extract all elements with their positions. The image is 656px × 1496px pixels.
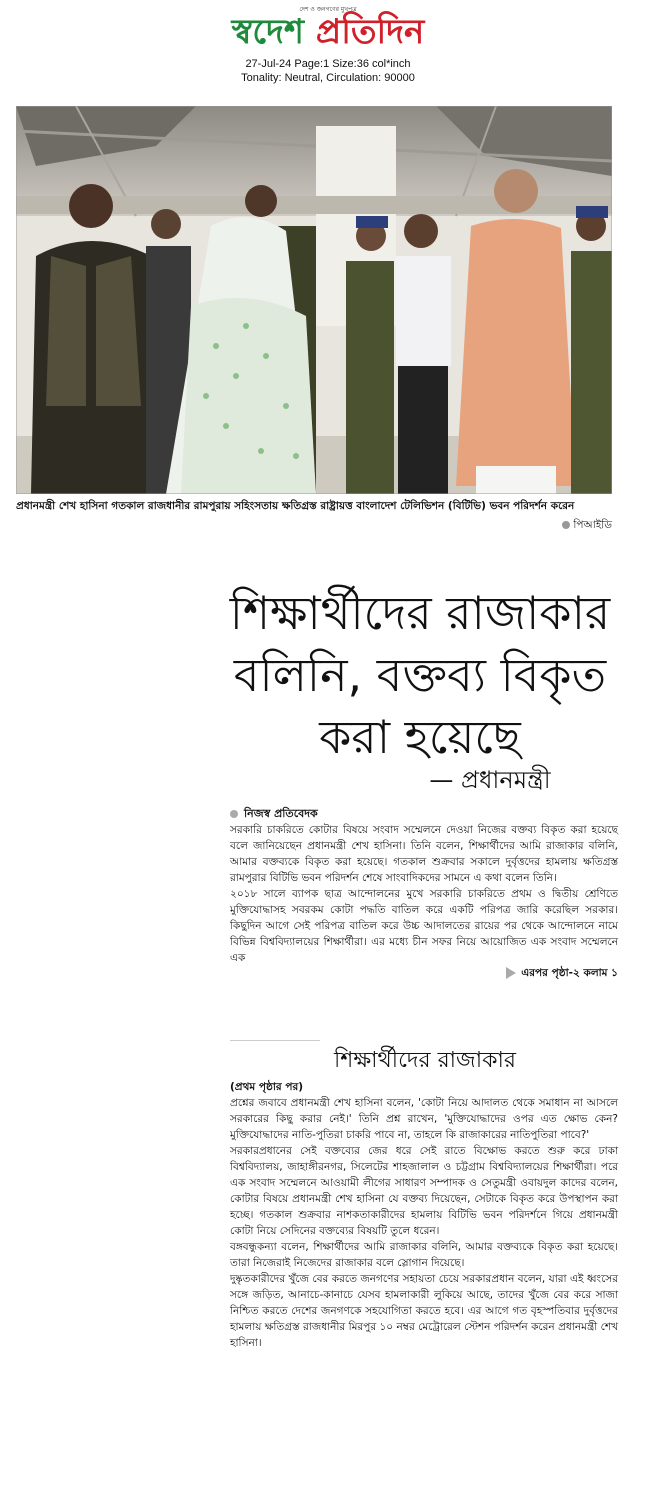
- credit-bullet-icon: [562, 521, 570, 529]
- logo-word-2: প্রতিদিন: [315, 12, 425, 52]
- continuation-title: শিক্ষার্থীদের রাজাকার: [334, 1048, 516, 1073]
- continued-on-line: [470, 966, 618, 980]
- headline-attribution: — প্রধানমন্ত্রী: [429, 766, 551, 794]
- clip-meta-date-page: 27-Jul-24 Page:1 Size:36 col*inch: [245, 58, 411, 70]
- reporter-byline: [230, 807, 620, 821]
- reporter-name: নিজস্ব প্রতিবেদক: [244, 807, 318, 820]
- clip-meta-tonality: Tonality: Neutral, Circulation: 90000: [241, 72, 415, 84]
- continuation-subtitle: (প্রথম পৃষ্ঠার পর): [230, 1081, 304, 1093]
- masthead-tagline: দেশ ও জনগণের মুখপত্র: [299, 6, 357, 13]
- article-paragraph: সরকারি চাকরিতে কোটার বিষয়ে সংবাদ সম্মেলনে দেওয়া নিজের বক্তব্য বিকৃত করা হয়েছে বলে জানিয়েছেন প্রধানমন্ত্রী শেখ হাসিনা। তিনি বলেন, শিক্ষার্থীদের আমি রাজাকার বলিনি, আমার বক্তব্যকে বিকৃত করা হয়েছে। গতকাল শুক্রবার সকালে দুর্বৃত্তদের হামলায় ক্ষতিগ্রস্ত রামপুরার বিটিভি ভবন পরিদর্শন শেষে সাংবাদিকদের সামনে এ কথা বলেন তিনি।: [230, 824, 618, 884]
- continuation-rule: [230, 1040, 320, 1041]
- article-body: [230, 822, 618, 966]
- news-photo-illustration: [16, 106, 612, 494]
- continuation-paragraph: বঙ্গবন্ধুকন্যা বলেন, শিক্ষার্থীদের আমি রাজাকার বলিনি, আমার বক্তব্যকে বিকৃত করা হয়েছে। তারা নিজেরাই নিজেদের রাজাকার বলে স্লোগান দিয়েছে।: [230, 1241, 618, 1269]
- news-photo: [16, 106, 612, 494]
- photo-caption: প্রধানমন্ত্রী শেখ হাসিনা গতকাল রাজধানীর রামপুরায় সহিংসতায় ক্ষতিগ্রস্ত রাষ্ট্রায়ত্ত বাংলাদেশ টেলিভিশন (বিটিভি) ভবন পরিদর্শন করেন: [16, 500, 575, 512]
- photo-credit-text: পিআইডি: [573, 519, 612, 531]
- continuation-paragraph: দুষ্কৃতকারীদের খুঁজে বের করতে জনগণের সহায়তা চেয়ে সরকারপ্রধান বলেন, যারা এই ধ্বংসের সঙ্গে জড়িত, আনাচে-কানাচে যেসব হামলাকারী লুকিয়ে আছে, তাদের খুঁজে বের করে সাজা নিশ্চিত করতে দেশের জনগণকে সহযোগিতা করতে হবে। এর আগে গত বৃহস্পতিবার দুর্বৃত্তদের হামলায় ক্ষতিগ্রস্ত রাজধানীর মিরপুর ১০ নম্বর মেট্রোরেল স্টেশন পরিদর্শন করেন প্রধানমন্ত্রী শেখ হাসিনা।: [230, 1273, 618, 1349]
- logo-word-1: স্বদেশ: [231, 12, 304, 52]
- masthead: [0, 0, 656, 92]
- continued-on-text: এরপর পৃষ্ঠা-২ কলাম ১: [521, 967, 618, 979]
- continuation-body: [230, 1095, 618, 1351]
- continuation-paragraph: প্রশ্নের জবাবে প্রধানমন্ত্রী শেখ হাসিনা বলেন, 'কোটা নিয়ে আদালত থেকে সমাধান না আসলে সরকারের কিছু করার নেই।' তিনি প্রশ্ন রাখেন, 'মুক্তিযোদ্ধাদের ওপর এত ক্ষোভ কেন? মুক্তিযোদ্ধাদের নাতি-পুতিরা চাকরি পাবে না, তাহলে কি রাজাকারের নাতিপুতিরা পাবে?': [230, 1097, 618, 1141]
- newspaper-logo: [0, 10, 656, 54]
- article-headline: শিক্ষার্থীদের রাজাকার বলিনি, বক্তব্য বিকৃত করা হয়েছে: [229, 586, 611, 764]
- photo-credit: [540, 518, 612, 532]
- continuation-paragraph: সরকারপ্রধানের সেই বক্তব্যের জের ধরে সেই রাতে বিক্ষোভ করতে শুরু করে ঢাকা বিশ্ববিদ্যালয়, জাহাঙ্গীরনগর, সিলেটের শাহজালাল ও চট্টগ্রাম বিশ্ববিদ্যালয়ের শিক্ষার্থীরা। পরে এক সংবাদ সম্মেলনে আওয়ামী লীগের সাধারণ সম্পাদক ও সেতুমন্ত্রী ওবায়দুল কাদের বলেন, কোটার বিষয়ে প্রধানমন্ত্রী শেখ হাসিনা যে বক্তব্য দিয়েছেন, সেটাকে বিকৃত করে উপস্থাপন করা হচ্ছে। গতকাল শুক্রবার নাশকতাকারীদের হামলায় বিটিভি ভবন পরিদর্শনে গিয়ে প্রধানমন্ত্রী কোটা নিয়ে সেদিনের বক্তব্যের বিষয়টি তুলে ধরেন।: [230, 1145, 618, 1237]
- article-paragraph: ২০১৮ সালে ব্যাপক ছাত্র আন্দোলনের মুখে সরকারি চাকরিতে প্রথম ও দ্বিতীয় শ্রেণিতে মুক্তিযোদ্ধাসহ সবরকম কোটা পদ্ধতি বাতিল করে একটি পরিপত্র জারি করেছিল সরকার। কিছুদিন আগে সেই পরিপত্র বাতিল করে উচ্চ আদালতের রায়ের পর থেকে আন্দোলনে নামে বিভিন্ন বিশ্ববিদ্যালয়ের শিক্ষার্থীরা। এর মধ্যে চীন সফর নিয়ে আয়োজিত এক সংবাদ সম্মেলনে এক: [230, 888, 618, 964]
- byline-bullet-icon: [230, 810, 238, 818]
- arrow-right-icon: [506, 967, 516, 979]
